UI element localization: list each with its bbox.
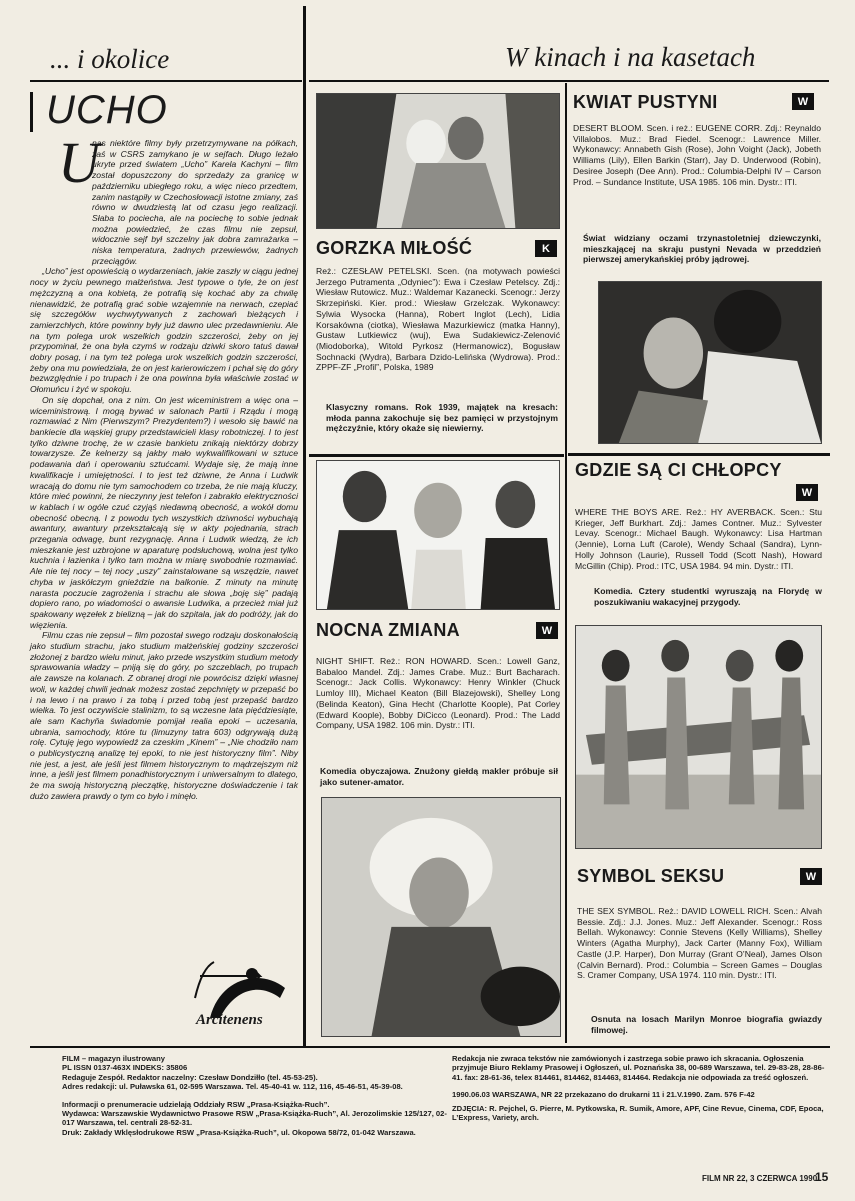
film-title-kwiat: KWIAT PUSTYNI (573, 92, 718, 112)
column-rule-mid-top (565, 83, 567, 453)
rating-badge-kwiat: W (792, 93, 814, 110)
divider-middle-1 (309, 454, 564, 457)
footer-right (452, 1054, 828, 1122)
film-summary-gorzka: Klasyczny romans. Rok 1939, majątek na kresach: młoda panna zakochuje się bez pamięci w przystojnym mężczyźnie, który okaże się niewierny. (326, 402, 558, 434)
section-title-right: W kinach i na kasetach (505, 42, 756, 72)
page-number: 15 (815, 1170, 829, 1184)
footer-publisher: Wydawca: Warszawskie Wydawnictwo Prasowe RSW „Prasa-Książka-Ruch”, Al. Jerozolimskie 125/127, 02-017 Warszawa, tel. centrali 28-52-31. (62, 1109, 447, 1128)
film-summary-nocna: Komedia obyczajowa. Znużony giełdą makler próbuje sił jako sutener-amator. (320, 766, 558, 787)
article-title: UCHO (46, 88, 168, 132)
footer-rule (30, 1046, 830, 1048)
divider-right-1 (568, 453, 830, 456)
film-summary-gdzie: Komedia. Cztery studentki wyruszają na Florydę w poszukiwaniu wakacyjnej przygody. (594, 586, 822, 607)
film-title-gdzie: GDZIE SĄ CI CHŁOPCY (575, 460, 782, 480)
signature-text: Arcitenens (196, 1012, 263, 1028)
rating-badge-gdzie: W (796, 484, 818, 501)
rating-badge-nocna: W (536, 622, 558, 639)
header-rule-left (30, 80, 302, 82)
column-rule-left (303, 6, 306, 1046)
article-lead: nas niektóre filmy były przetrzymywane na półkach, zaś w CSRS zamykano je w sejfach. Długo leżało ukryte przed światem „Ucho” Karela Kachyni – film został dopuszczony do sprzedaży za granicę w październiku ubiegłego roku, a więc nieco przedtem, zanim nastąpiły w Czechosłowacji istotne zmiany, zaś równo w dwudziestą lat od czasu jego realizacji. Słaba to pociecha, ale na pociechę to sobie jednak można powiedzieć, że czas filmu nie zepsuł, widocznie sejf był szczelny jak dobra zamrażarka – niska temperatura, żadnych przewiewów, żadnych przeciągów. (92, 138, 298, 266)
photo-gorzka-milosc-icon (317, 94, 559, 228)
film-summary-symbol: Osnuta na losach Marilyn Monroe biografia gwiazdy filmowej. (591, 1014, 822, 1035)
article-body (30, 138, 298, 938)
footer-left (62, 1054, 452, 1137)
film-credits-symbol: THE SEX SYMBOL. Reż.: DAVID LOWELL RICH. Scen.: Alvah Bessie. Zdj.: J.J. Jones. Muz.: Jeff Alexander. Scenogr.: Ross Bellah. Wykonawcy: Connie Stevens (Kelly Williams), Shelley Winters (Agatha Murphy), Jack Carter (Manny Fox), William Castle (J.P. Harper), Don Murray (Grant O’Neal), James Olson (Calvin Bernard). Prod.: Columbia – Screen Games – Douglas S. Cramer Company, USA 1974. 110 min. Dystr.: ITI. (577, 906, 822, 981)
signature-logo (190, 958, 298, 1036)
photo-gdzie-icon (576, 626, 821, 848)
footer-print-date: 1990.06.03 WARSZAWA, NR 22 przekazano do drukarni 11 i 21.V.1990. Zam. 576 F-42 (452, 1090, 755, 1100)
footer-issn: PL ISSN 0137-463X INDEKS: 35806 (62, 1063, 188, 1073)
photo-gorzka-milosc (316, 93, 560, 229)
photo-nocna-zmiana (316, 460, 560, 610)
title-bar (30, 92, 33, 132)
column-rule-mid-bottom (565, 453, 567, 1043)
film-summary-kwiat: Świat widziany oczami trzynastoletniej dziewczynki, mieszkającej na skraju pustyni Nevada w przeddzień pierwszej amerykańskiej próby jądrowej. (583, 233, 821, 265)
drop-cap: U (58, 130, 100, 195)
photo-gdzie-sa-ci-chlopcy (575, 625, 822, 849)
rating-badge-symbol: W (800, 868, 822, 885)
film-credits-gorzka: Reż.: CZESŁAW PETELSKI. Scen. (na motywach powieści Jerzego Putramenta „Odyniec”): Ewa i Czesław Petelscy. Zdj.: Wiesław Rutowicz. Muz.: Waldemar Kazanecki. Scenogr.: Jerzy Skrzepiński. Kier. prod.: Wiesław Grzelczak. Wykonawcy: Sylwia Wysocka (Hanna), Robert Inglot (Lech), Lidia Korsakówna (ciotka), Wiesława Mazurkiewicz (matka Hanny), Gustaw Lutkiewicz (wuj), Ewa Sudakiewicz-Zelenović (Miodoborka), Witold Pyrkosz (Hermanowicz), Bogusław Sochnacki (Wydra), Barbara Dzido-Lelińska (Wydrowa). Prod.: ZPPF-ZF „Profil”, Polska, 1989 (316, 266, 560, 373)
article (30, 86, 298, 1036)
footer-print: Druk: Zakłady Wklęsłodrukowe RSW „Prasa-Książka-Ruch”, ul. Okopowa 58/72, 01-042 Warszawa. (62, 1127, 416, 1137)
footer-address: Adres redakcji: ul. Puławska 61, 02-595 Warszawa. Tel. 45-40-41 w. 112, 116, 45-46-51, 45-39-08. (62, 1082, 403, 1092)
issue-info: FILM NR 22, 3 CZERWCA 1990 (702, 1174, 818, 1183)
footer-notice: Redakcja nie zwraca tekstów nie zamówionych i zastrzega sobie prawo ich skracania. Ogłoszenia przyjmuje Biuro Reklamy Prasowej i Ogłoszeń, ul. Poznańska 38, 00-689 Warszawa, tel. 29-83-28, 28-86-41. fax: 28-61-36, telex 814461, 814462, 814463, 814464. Redakcja nie odpowiada za treść ogłoszeń. (452, 1054, 825, 1082)
rating-badge-gorzka: K (535, 240, 557, 257)
article-paragraph-2: „Ucho” jest opowieścią o wydarzeniach, jakie zaszły w ciągu jednej nocy w życiu pewnego małżeństwa. Jest typowe o tyle, że on jest mężczyzną a ona kobietą, że potrafią się kochać aby za chwilę nienawidzić, że potrafią grać sobie wzajemnie na nerwach, czepiać się szczegółów wychwytywanych z zachowań bieżących i zamierzchłych, które powinny były już dawno ulec przedawnieniu. Ale na tym polega urok wszelkich godzin szczerości, żeby on jej przypominał, że ona była czymś w rodzaju dziwki skoro tatuś dawał dobry posag, i na tym też polega urok wszelkich godzin szczerości, żeby ona mu powiedziała, że on jest karierowiczem i pchał się do góry bezwzględnie i po trupach i że ona powinna była właściwie zostać w Ołomuńcu i żyć w spokoju. (30, 266, 298, 395)
film-credits-gdzie: WHERE THE BOYS ARE. Reż.: HY AVERBACK. Scen.: Stu Krieger, Jeff Burkhart. Zdj.: James Contner. Muz.: Sylvester Levay. Scenogr.: Michael Baugh. Wykonawcy: Lisa Hartman (Jennie), Lorna Luft (Carole), Wendy Schaal (Sandra), Lynn-Holly Johnson (Laurie), Russell Todd (Scott Nash), Howard McGillin (Chip). Prod.: ITC, USA 1984. 94 min. Dystr.: ITI. (575, 507, 822, 571)
film-title-symbol: SYMBOL SEKSU (577, 866, 725, 886)
film-credits-nocna: NIGHT SHIFT. Reż.: RON HOWARD. Scen.: Lowell Ganz, Babaloo Mandel. Zdj.: James Crabe. Muz.: Burt Bacharach. Scenogr.: Jack Collis. Wykonawcy: Henry Winkler (Chuck Lumloy III), Michael Keaton (Bill Blazejowski), Shelley Long (Belinda Keaton), Gina Hecht (Charlotte Koople), Pat Corley (Edward Koople), Bobby DiCicco (Leonard). Prod.: The Ladd Company, USA 1982. 106 min. Dystr.: ITI. (316, 656, 560, 731)
film-title-gorzka: GORZKA MIŁOŚĆ (316, 238, 473, 258)
footer-editor: Redaguje Zespół. Redaktor naczelny: Czesław Dondziłło (tel. 45-53-25). (62, 1072, 318, 1082)
photo-symbol-seksu (321, 797, 561, 1037)
footer-magazine: FILM – magazyn ilustrowany (62, 1054, 165, 1063)
photo-symbol-seksu-icon (322, 798, 560, 1036)
photo-nocna-zmiana-icon (317, 461, 559, 609)
footer-subscription: Informacji o prenumeracie udzielają Oddziały RSW „Prasa-Książka-Ruch”. (62, 1099, 330, 1109)
article-paragraph-3: On się dopchał, ona z nim. On jest wiceministrem a więc ona – wiceministrową. I mogą bywać w salonach Partii i Rządu i mogą rozmawiać z Nim (Pierwszym? Prezydentem?) i wesoło się bawić na bankiecie dla wąskiej grupy przedstawicieli klasy robotniczej. I to jest tylko dziwne trochę, że w czasie bankietu znikają niektórzy dobrzy towarzysze. Że kelnerzy są jakby mało wykwalifikowani w sztuce podawania dań i operowaniu sztućcami. Wydaje się, że mają inne kwalifikacje i umiejętności. I to jest też dziwne, że Anna i Ludwik wracają do domu nie tym samochodem co trzeba, że nie mają kluczy, które mieć powinni, że nieczynny jest telefon i zabrakło elektryczności w kablach i w ogóle czuć czyjąś niedawną obecność, a wokół domu obecność obecną. I z powodu tych wszystkich dziwności wybuchają awantury, awantury przekształcają się w akty pojednania, strach przegania odwagę, bunt rezygnację. Anna i Ludwik wiedzą, że ich mieszkanie jest uzbrojone w aparaturę podsłuchową, wolna jest tylko kuchnia i łazienka i tylko tam można w miarę swobodnie rozmawiać. Ale nie tej nocy – tej nocy „uszy” zainstalowane są wszędzie, nawet chyba w jaskółczym gnieździe na balkonie. Z minuty na minutę narasta poczucie zagrożenia i strachu ale słowa „boję się” padają dopiero rano, po wiadomości o awansie Ludwika, a przecież miał już spakowany węzełek z bielizną – jak do szpitala, jak do podróży, jak do więzienia. (30, 394, 298, 630)
film-title-nocna: NOCNA ZMIANA (316, 620, 460, 640)
section-title-left: ... i okolice (50, 44, 170, 74)
article-paragraph-4: Filmu czas nie zepsuł – film pozostał swego rodzaju doskonałością jako studium strachu, jako studium małżeńskiej godziny szczerości złożonej z bardzo wielu minut, jako przede wszystkim studium metody sprawowania władzy – pniją się do góry, po szczeblach, po trupach ale zawsze na kolanach. Z obranej drogi nie powrócisz dzięki własnej woli, w każdej chwili jednak możesz zostać zepchnięty w przepaść bo i na lewo i na prawo i za tobą i przed tobą jest przepaść bardzo wielka. To jest oczywiście stalinizm, to są wczesne lata pięćdziesiąte, ale sam Kachyňa świadomie pomijał realia epoki – uczesania, ubrania, samochody, które tu (limuzyny tatra 603) odgrywają dużą rolę. Cytuję jego wypowiedź za czeskim „Kinem” – „Nie chodziło nam o publicystyczną analizę tej epoki, to nie jest historyczny film”. Niby nie jest, a jest, ale jeśli jest filmem historycznym to mądrzejszym niż inne, a jeśli jest filmem ponadhistorycznym i uniwersalnym to dlatego, że ma swoją historyczną pieczątkę, historyczne doświadczenie i tak dużo zawiera prawdy o tym co było i minęło. (30, 630, 298, 801)
photo-kwiat-pustyni-icon (599, 282, 821, 443)
photo-kwiat-pustyni (598, 281, 822, 444)
footer-photo-credits: ZDJĘCIA: R. Pejchel, G. Pierre, M. Pytkowska, R. Sumik, Amore, APF, Cine Revue, Cinema, CDF, Epoca, L’Express, Variety, arch. (452, 1103, 824, 1123)
film-credits-kwiat: DESERT BLOOM. Scen. i reż.: EUGENE CORR. Zdj.: Reynaldo Villalobos. Muz.: Brad Fiedel. Scenogr.: Lawrence Miller. Wykonawcy: Annabeth Gish (Rose), John Voight (Jack), Jobeth Williams (Lily), Ellen Barkin (Starr), Jay D. Underwood (Robin), Desiree Joseph (Dee Ann). Prod.: Columbia-Delphi IV – Carson Prod. – Sundance Institute, USA 1985. 106 min. Dystr.: ITI. (573, 123, 821, 187)
header-rule-right (309, 80, 829, 82)
